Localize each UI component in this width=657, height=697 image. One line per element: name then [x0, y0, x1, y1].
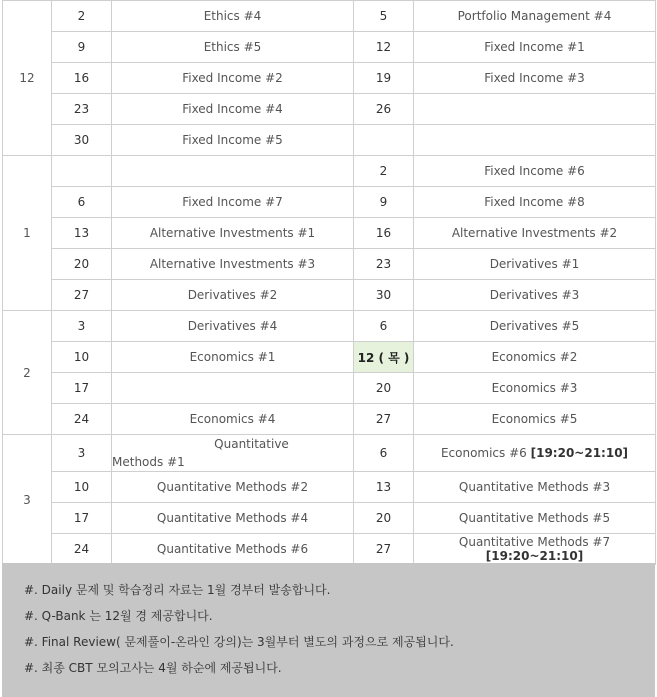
session-cell: Economics #5	[414, 404, 656, 435]
table-row	[3, 534, 656, 565]
session-cell: Fixed Income #8	[414, 187, 656, 218]
day-cell: 3	[52, 311, 112, 342]
table-row	[3, 404, 656, 435]
session-cell: Portfolio Management #4	[414, 1, 656, 32]
day-cell: 2	[52, 1, 112, 32]
table-row	[3, 187, 656, 218]
session-cell: Fixed Income #2	[112, 63, 354, 94]
day-cell: 23	[354, 249, 414, 280]
session-label-line1: Quantitative	[214, 437, 289, 451]
day-cell: 9	[52, 32, 112, 63]
session-cell: Quantitative Methods #2	[112, 472, 354, 503]
session-cell: Quantitative Methods #5	[414, 503, 656, 534]
day-cell: 2	[354, 156, 414, 187]
day-cell: 27	[354, 534, 414, 565]
day-cell: 17	[52, 373, 112, 404]
day-cell: 13	[52, 218, 112, 249]
session-cell: Quantitative Methods #4	[112, 503, 354, 534]
day-cell: 30	[52, 125, 112, 156]
day-cell: 17	[52, 503, 112, 534]
note-line: #. Final Review( 문제풀이-온라인 강의)는 3월부터 별도의 과정으로 제공됩니다.	[24, 635, 454, 649]
day-cell: 19	[354, 63, 414, 94]
highlighted-day-cell: 12 ( 목 )	[354, 342, 414, 373]
session-cell: Fixed Income #4	[112, 94, 354, 125]
session-cell	[414, 435, 656, 472]
session-cell: Quantitative Methods #3	[414, 472, 656, 503]
session-time: [19:20~21:10]	[485, 549, 584, 563]
session-cell: Derivatives #4	[112, 311, 354, 342]
note-line: #. 최종 CBT 모의고사는 4월 하순에 제공됩니다.	[24, 661, 282, 675]
session-label-line2: Methods #1	[112, 455, 185, 469]
day-cell: 12	[354, 32, 414, 63]
table-row	[3, 435, 656, 472]
schedule-table	[2, 0, 656, 565]
session-cell	[414, 534, 656, 565]
day-cell: 6	[354, 435, 414, 472]
session-cell: Derivatives #5	[414, 311, 656, 342]
day-cell: 24	[52, 534, 112, 565]
day-cell: 10	[52, 472, 112, 503]
month-cell: 12	[3, 1, 52, 156]
session-cell	[112, 156, 354, 187]
day-cell: 24	[52, 404, 112, 435]
table-row	[3, 156, 656, 187]
session-cell: Fixed Income #7	[112, 187, 354, 218]
session-time: [19:20~21:10]	[530, 446, 629, 460]
session-cell	[112, 435, 354, 472]
month-cell: 3	[3, 435, 52, 565]
day-cell: 30	[354, 280, 414, 311]
table-row	[3, 63, 656, 94]
day-cell: 27	[52, 280, 112, 311]
day-cell: 20	[354, 503, 414, 534]
table-row	[3, 32, 656, 63]
day-cell: 20	[354, 373, 414, 404]
table-row	[3, 249, 656, 280]
day-cell: 3	[52, 435, 112, 472]
month-cell: 1	[3, 156, 52, 311]
table-row	[3, 218, 656, 249]
day-cell: 16	[52, 63, 112, 94]
day-cell: 9	[354, 187, 414, 218]
table-row	[3, 94, 656, 125]
session-label: Quantitative Methods #7	[458, 535, 611, 549]
notes-panel	[2, 563, 655, 697]
table-row	[3, 1, 656, 32]
day-cell: 13	[354, 472, 414, 503]
table-row	[3, 373, 656, 404]
table-row	[3, 280, 656, 311]
note-line: #. Q-Bank 는 12월 경 제공합니다.	[24, 609, 213, 623]
session-cell: Fixed Income #3	[414, 63, 656, 94]
session-cell: Economics #2	[414, 342, 656, 373]
day-cell	[354, 125, 414, 156]
session-cell: Economics #1	[112, 342, 354, 373]
session-cell: Derivatives #1	[414, 249, 656, 280]
session-cell: Ethics #4	[112, 1, 354, 32]
session-cell: Derivatives #2	[112, 280, 354, 311]
session-cell: Alternative Investments #2	[414, 218, 656, 249]
day-cell: 6	[354, 311, 414, 342]
session-cell	[414, 94, 656, 125]
day-cell: 20	[52, 249, 112, 280]
session-cell: Fixed Income #1	[414, 32, 656, 63]
session-cell: Fixed Income #6	[414, 156, 656, 187]
session-cell: Fixed Income #5	[112, 125, 354, 156]
session-cell: Quantitative Methods #6	[112, 534, 354, 565]
day-cell: 5	[354, 1, 414, 32]
session-cell	[112, 373, 354, 404]
session-cell: Ethics #5	[112, 32, 354, 63]
table-row	[3, 342, 656, 373]
session-cell: Alternative Investments #1	[112, 218, 354, 249]
session-cell: Alternative Investments #3	[112, 249, 354, 280]
day-cell: 10	[52, 342, 112, 373]
session-cell: Derivatives #3	[414, 280, 656, 311]
session-label: Economics #6	[440, 446, 527, 460]
session-cell: Economics #3	[414, 373, 656, 404]
session-cell	[414, 125, 656, 156]
table-row	[3, 311, 656, 342]
day-cell: 6	[52, 187, 112, 218]
day-cell: 16	[354, 218, 414, 249]
note-line: #. Daily 문제 및 학습정리 자료는 1월 경부터 발송합니다.	[24, 583, 331, 597]
table-row	[3, 472, 656, 503]
day-cell	[52, 156, 112, 187]
session-cell: Economics #4	[112, 404, 354, 435]
month-cell: 2	[3, 311, 52, 435]
table-row	[3, 125, 656, 156]
day-cell: 27	[354, 404, 414, 435]
day-cell: 26	[354, 94, 414, 125]
table-row	[3, 503, 656, 534]
day-cell: 23	[52, 94, 112, 125]
